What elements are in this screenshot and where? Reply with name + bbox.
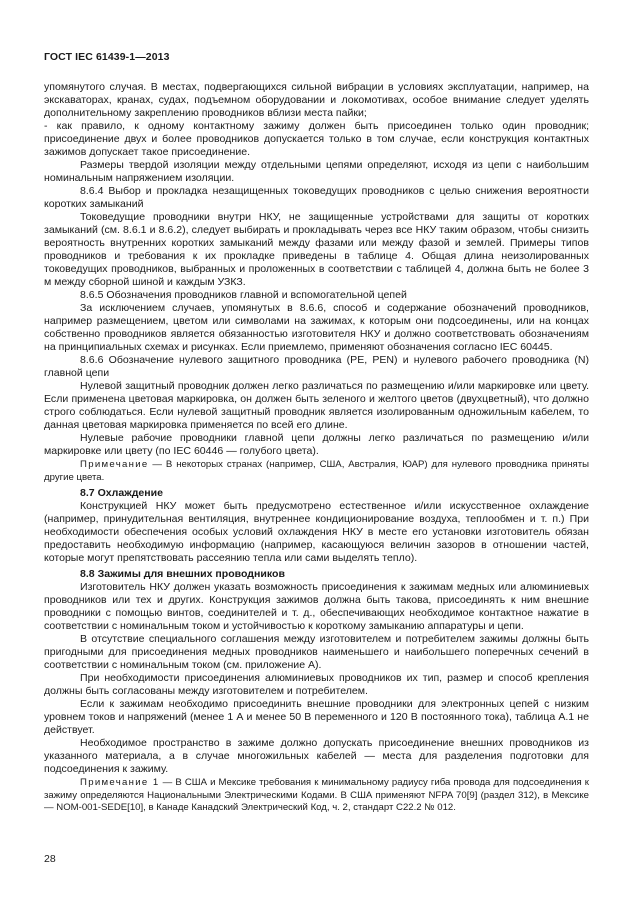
paragraph bbox=[44, 737, 589, 776]
paragraph-text: — В США и Мексике требования к минимальному радиусу гиба провода для подсоединения к зажиму определяются Национальными Электрическими Кодами. В США применяют NFPA 70[9] (раздел 312), в Мексике — NOM-001-SEDE[10], в Канаде Канадский Электрический Код, ч. 2, стандарт С22.2 № 012. bbox=[44, 777, 589, 813]
paragraph-text: Необходимое пространство в зажиме должно допускать присоединение внешних проводников из указанного материала, а в случае многожильных кабелей — места для разделения подготовки для подсоединения к зажиму. bbox=[44, 737, 589, 776]
paragraph bbox=[44, 432, 589, 458]
paragraph bbox=[44, 672, 589, 698]
paragraph-text: 8.8 Зажимы для внешних проводников bbox=[80, 568, 285, 581]
paragraph-text: - как правило, к одному контактному зажиму должен быть присоединен только один проводник; присоединение двух и более проводников допускается только в том случае, если конструкция контактных зажимов допускает такое присоединение. bbox=[44, 120, 589, 159]
paragraph-text: Нулевой защитный проводник должен легко различаться по размещению и/или маркировке или цвету. Если применена цветовая маркировка, он должен быть зеленого и желтого цветов (двухцветный), что должно строго соблюдаться. Если нулевой защитный проводник является изолированным одножильным кабелем, то данная цветовая маркировка применяется по всей его длине. bbox=[44, 380, 589, 432]
paragraph bbox=[44, 185, 589, 211]
page-number: 28 bbox=[44, 853, 56, 865]
paragraph-text: 8.6.6 Обозначение нулевого защитного проводника (PE, PEN) и нулевого рабочего проводника (N) главной цепи bbox=[44, 354, 589, 380]
section-heading bbox=[44, 487, 589, 500]
paragraph-text: Изготовитель НКУ должен указать возможность присоединения к зажимам медных или алюминиевых проводников или тех и других. Конструкция зажимов должна быть такова, присоединять к ним внешние проводники с помощью винтов, соединителей и т. д., обеспечивающих необходимое контактное нажатие в соответствии с номинальным током и устойчивостью к короткому замыканию аппаратуры и цепи. bbox=[44, 581, 589, 633]
paragraph bbox=[44, 633, 589, 672]
paragraph-text: Токоведущие проводники внутри НКУ, не защищенные устройствами для защиты от коротких замыканий (см. 8.6.1 и 8.6.2), следует выбирать и прокладывать через все НКУ таким образом, чтобы снизить вероятность внутренних коротких замыканий между фазами или между фазой и землей. Примеры типов проводников и требования к их прокладке приведены в таблице 4. Общая длина неизолированных токоведущих проводников, выбранных и проложенных в соответствии с таблицей 4, должна быть не более 3 м между сборной шиной и каждым УЗКЗ. bbox=[44, 211, 589, 289]
paragraph-text: В отсутствие специального соглашения между изготовителем и потребителем зажимы должны быть пригодными для присоединения медных проводников наименьшего и наибольшего поперечных сечений в соответствии с номинальным током (см. приложение А). bbox=[44, 633, 589, 672]
paragraph bbox=[44, 289, 589, 302]
paragraph bbox=[44, 581, 589, 633]
paragraph bbox=[44, 698, 589, 737]
note-paragraph bbox=[44, 459, 589, 484]
paragraph-text: 8.6.5 Обозначения проводников главной и вспомогательной цепей bbox=[80, 289, 407, 302]
section-heading bbox=[44, 568, 589, 581]
paragraph-text: Размеры твердой изоляции между отдельными цепями определяют, исходя из цепи с наибольшим номинальным напряжением изоляции. bbox=[44, 159, 589, 185]
paragraph-text: При необходимости присоединения алюминиевых проводников их тип, размер и способ крепления должны быть согласованы между изготовителем и потребителем. bbox=[44, 672, 589, 698]
note-paragraph bbox=[44, 777, 589, 814]
paragraph-text: 8.6.4 Выбор и прокладка незащищенных токоведущих проводников с целью снижения вероятности коротких замыканий bbox=[44, 185, 589, 211]
paragraph bbox=[44, 380, 589, 432]
paragraph-text: За исключением случаев, упомянутых в 8.6.6, способ и содержание обозначений проводников, например размещением, цветом или символами на зажимах, к которым они подсоединены, или на концах собственно проводников является обязанностью изготовителя НКУ и должно соответствовать обозначениям на принципиальных схемах и рисунках. Если приемлемо, применяют обозначения согласно IEC 60445. bbox=[44, 302, 589, 354]
paragraph bbox=[44, 500, 589, 565]
document-header: ГОСТ IEC 61439-1—2013 bbox=[44, 51, 170, 63]
paragraph bbox=[44, 159, 589, 185]
paragraph-text: Конструкцией НКУ может быть предусмотрено естественное и/или искусственное охлаждение (например, принудительная вентиляция, внутреннее кондиционирование воздуха, теплообмен и т. п.) При необходимости обеспечения особых условий охлаждения НКУ в месте его установки изготовитель обязан предоставить необходимую информацию (например, касающуюся величин зазоров в отношении частей, которые могут препятствовать рассеянию тепла или сами выделять тепло). bbox=[44, 500, 589, 565]
note-label: Примечание 1 bbox=[80, 777, 160, 789]
paragraph-text: Нулевые рабочие проводники главной цепи должны легко различаться по размещению и/или маркировке или цвету (по IEC 60446 — голубого цвета). bbox=[44, 432, 589, 458]
paragraph bbox=[44, 81, 589, 120]
paragraph bbox=[44, 120, 589, 159]
paragraph-text: упомянутого случая. В местах, подвергающихся сильной вибрации в условиях эксплуатации, например, на экскаваторах, кранах, судах, подъемном оборудовании и локомотивах, особое внимание следует уделять дополнительному закреплению проводников вблизи места пайки; bbox=[44, 81, 589, 120]
document-body bbox=[44, 81, 589, 814]
paragraph-text: — В некоторых странах (например, США, Австралия, ЮАР) для нулевого проводника приняты другие цвета. bbox=[44, 459, 589, 483]
paragraph bbox=[44, 211, 589, 289]
note-label: Примечание bbox=[80, 459, 149, 471]
paragraph-text: Если к зажимам необходимо присоединить внешние проводники для электронных цепей с низким уровнем токов и напряжений (менее 1 А и менее 50 В переменного и 120 В постоянного тока), таблица А.1 не действует. bbox=[44, 698, 589, 737]
paragraph bbox=[44, 354, 589, 380]
paragraph-text: 8.7 Охлаждение bbox=[80, 487, 163, 500]
paragraph bbox=[44, 302, 589, 354]
